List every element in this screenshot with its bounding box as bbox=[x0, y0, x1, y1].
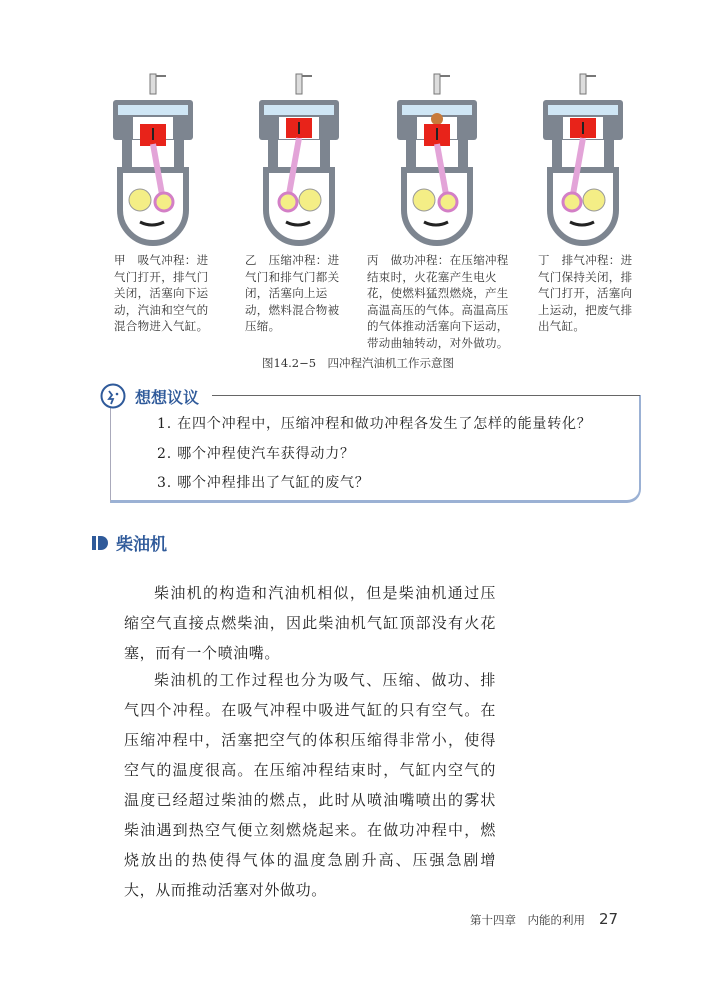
caption-line: 动，燃料混合物被 bbox=[245, 302, 340, 317]
caption-line: 的气体推动活塞向下运动， bbox=[367, 319, 509, 333]
engine-exhaust-icon bbox=[538, 72, 628, 247]
page-footer bbox=[470, 910, 618, 928]
caption-line: 气门保持关闭，排 bbox=[538, 269, 633, 284]
discussion-title: 想想议议 bbox=[135, 387, 200, 407]
caption-line: 高温高压的气体。高温高压 bbox=[367, 302, 509, 317]
thinking-face-icon bbox=[100, 383, 126, 409]
caption-line: 气门打开，排气门 bbox=[114, 269, 209, 284]
caption-intake bbox=[114, 252, 232, 335]
caption-line: 关闭，活塞向下运 bbox=[114, 286, 209, 300]
caption-power bbox=[367, 252, 527, 351]
caption-line: 上运动，把废气排 bbox=[538, 302, 633, 317]
body-paragraph-2: 柴油机的工作过程也分为吸气、压缩、做功、排气四个冲程。在吸气冲程中吸进气缸的只有空气。在压缩冲程中，活塞把空气的体积压缩得非常小，使得空气的温度很高。在压缩冲程结束时，气缸内空气的温度已经超过柴油的燃点，此时从喷油嘴喷出的雾状柴油遇到热空气便立刻燃烧起来。在做功冲程中，燃烧放出的热使得气体的温度急剧升高、压强急剧增大，从而推动活塞对外做功。 bbox=[124, 671, 496, 899]
caption-line: 气门打开，活塞向 bbox=[538, 286, 633, 300]
discussion-question-2: 2. 哪个冲程使汽车获得动力？ bbox=[157, 446, 355, 462]
caption-line: 气门和排气门都关 bbox=[245, 269, 340, 284]
section-heading bbox=[92, 530, 167, 555]
caption-line: 压缩。 bbox=[245, 319, 281, 333]
discussion-question-3: 3. 哪个冲程排出了气缸的废气？ bbox=[157, 475, 370, 491]
caption-line: 带动曲轴转动，对外做功。 bbox=[367, 335, 509, 350]
caption-line: 混合物进入气缸。 bbox=[114, 319, 209, 333]
section-title: 柴油机 bbox=[116, 535, 167, 555]
caption-line: 丁 排气冲程：进 bbox=[538, 253, 633, 267]
discussion-question-1: 1. 在四个冲程中，压缩冲程和做功冲程各发生了怎样的能量转化？ bbox=[157, 416, 592, 432]
caption-line: 结束时，火花塞产生电火 bbox=[367, 269, 497, 284]
caption-line: 丙 做功冲程：在压缩冲程 bbox=[367, 253, 509, 267]
caption-line: 甲 吸气冲程：进 bbox=[114, 253, 209, 267]
figure-caption: 图14.2−5 四冲程汽油机工作示意图 bbox=[262, 356, 455, 370]
engine-diagram-power bbox=[392, 72, 482, 247]
engine-compression-icon bbox=[254, 72, 344, 247]
caption-line: 闭，活塞向上运 bbox=[245, 286, 328, 300]
engine-diagram-exhaust bbox=[538, 72, 628, 247]
engine-intake-icon bbox=[108, 72, 198, 247]
caption-line: 动，汽油和空气的 bbox=[114, 302, 209, 317]
discussion-header bbox=[100, 383, 199, 409]
caption-line: 乙 压缩冲程：进 bbox=[245, 253, 340, 267]
caption-compression bbox=[245, 252, 355, 335]
section-marker-icon bbox=[92, 535, 108, 551]
body-paragraph-1: 柴油机的构造和汽油机相似，但是柴油机通过压缩空气直接点燃柴油，因此柴油机气缸顶部没有火花塞，而有一个喷油嘴。 bbox=[124, 584, 496, 662]
chapter-title: 第十四章 内能的利用 bbox=[470, 913, 585, 927]
engine-diagram-compression bbox=[254, 72, 344, 247]
caption-line: 出气缸。 bbox=[538, 319, 586, 333]
engine-diagram-intake bbox=[108, 72, 198, 247]
caption-line: 花，使燃料猛烈燃烧，产生 bbox=[367, 286, 509, 300]
engine-power-icon bbox=[392, 72, 482, 247]
discussion-divider bbox=[212, 395, 640, 396]
caption-exhaust bbox=[538, 252, 648, 335]
page-number: 27 bbox=[599, 910, 619, 928]
